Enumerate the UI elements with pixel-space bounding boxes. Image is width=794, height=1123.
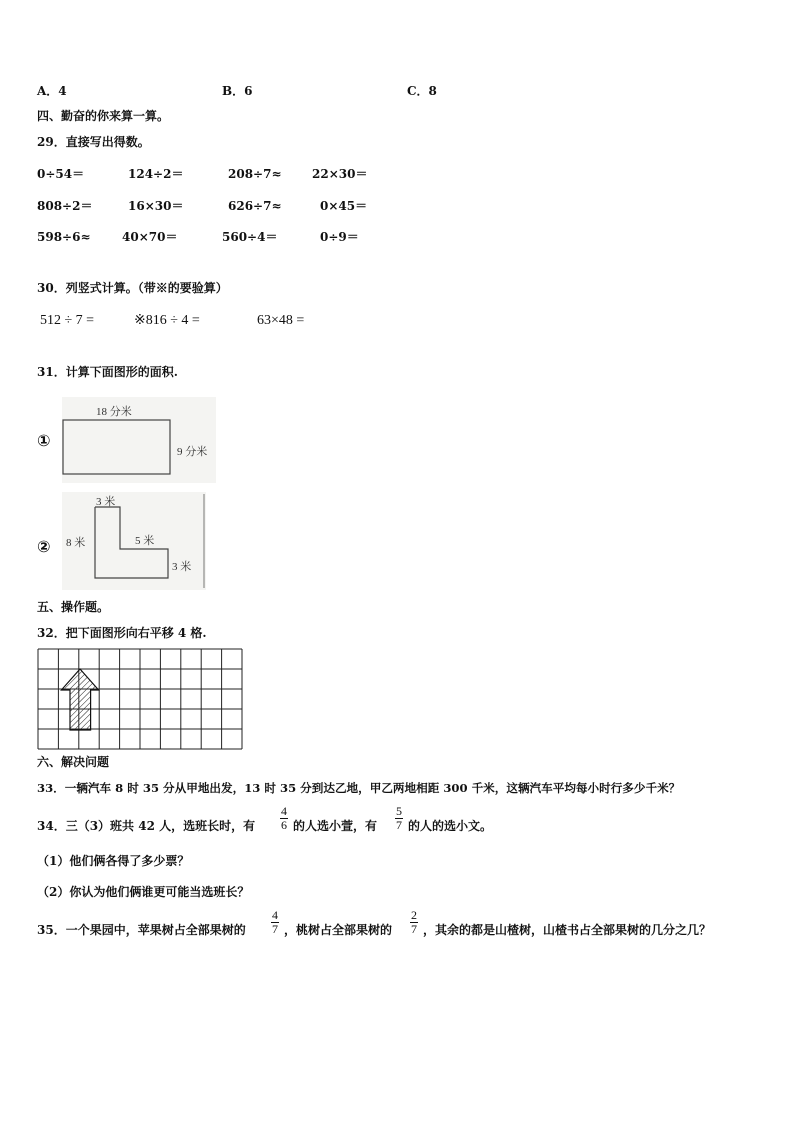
q29-item: 22×30＝ <box>312 167 368 181</box>
fraction-numerator: 2 <box>411 908 417 922</box>
section-5-title: 五、操作题。 <box>37 600 110 614</box>
q34-sub-2: （2）你认为他们俩谁更可能当选班长？ <box>37 885 250 899</box>
fraction-denominator: 7 <box>396 818 402 832</box>
fraction-denominator: 7 <box>272 922 278 936</box>
q29-item: 208÷7≈ <box>228 167 282 181</box>
q35-part2: ，桃树占全部果树的 <box>284 923 393 937</box>
figure-1-side-label: 9 分米 <box>177 446 208 458</box>
q29-item: 626÷7≈ <box>228 199 282 213</box>
q34-sub-1: （1）他们俩各得了多少票？ <box>37 854 190 868</box>
figure-1-marker: ① <box>37 431 51 450</box>
q34-part3: 的人的选小文。 <box>408 819 493 833</box>
figure-2-l-shape <box>62 492 206 590</box>
q29-title: 29．直接写出得数。 <box>37 135 150 149</box>
section-4-title: 四、勤奋的你来算一算。 <box>37 109 170 123</box>
q29-item: 808÷2＝ <box>37 199 93 213</box>
figure-1-top-label: 18 分米 <box>96 406 132 418</box>
q34-fraction-1 <box>279 805 289 832</box>
q34-part2: 的人选小萱，有 <box>293 819 378 833</box>
arrow-shape <box>61 669 98 730</box>
q35-part1: 35．一个果园中，苹果树占全部果树的 <box>37 923 246 937</box>
option-b: B．6 <box>222 84 253 98</box>
fraction-numerator: 5 <box>396 804 402 818</box>
q34-part1: 34．三（3）班共 42 人，选班长时，有 <box>37 819 256 833</box>
q29-item: 0÷9＝ <box>320 230 359 244</box>
q34-fraction-2 <box>394 805 404 832</box>
q31-title: 31．计算下面图形的面积. <box>37 365 178 379</box>
q30-title: 30．列竖式计算。（带※的要验算） <box>37 281 228 295</box>
q35-fraction-2 <box>409 909 419 936</box>
q33-text: 33．一辆汽车 8 时 35 分从甲地出发，13 时 35 分到达乙地，甲乙两地相距 300 千米，这辆汽车平均每小时行多少千米？ <box>37 781 681 795</box>
q29-item: 40×70＝ <box>122 230 178 244</box>
translation-grid <box>37 648 243 752</box>
fraction-numerator: 4 <box>272 908 278 922</box>
q35-fraction-1 <box>270 909 280 936</box>
q29-item: 16×30＝ <box>128 199 184 213</box>
rectangle-outline <box>62 397 216 483</box>
q35-part3: ，其余的都是山楂树，山楂书占全部果树的几分之几？ <box>423 923 712 937</box>
fraction-numerator: 4 <box>281 804 287 818</box>
q29-item: 0×45＝ <box>320 199 368 213</box>
figure-2-marker: ② <box>37 537 51 556</box>
fraction-denominator: 6 <box>281 818 287 832</box>
q32-title: 32．把下面图形向右平移 4 格. <box>37 626 207 640</box>
figure-2-right-label: 3 米 <box>172 561 192 573</box>
figure-2-left-label: 8 米 <box>66 537 86 549</box>
q29-item: 0÷54＝ <box>37 167 85 181</box>
q30-item: ※816 ÷ 4 = <box>134 313 200 328</box>
figure-1-rectangle <box>62 397 216 483</box>
section-6-title: 六、解决问题 <box>37 755 110 769</box>
figure-2-middle-label: 5 米 <box>135 535 155 547</box>
q30-item: 512 ÷ 7 = <box>40 313 95 328</box>
q30-item: 63×48 = <box>257 313 305 328</box>
q29-item: 560÷4＝ <box>222 230 278 244</box>
q29-item: 598÷6≈ <box>37 230 91 244</box>
option-a: A．4 <box>37 84 67 98</box>
fraction-denominator: 7 <box>411 922 417 936</box>
figure-2-top-label: 3 米 <box>96 496 116 508</box>
q29-item: 124÷2＝ <box>128 167 184 181</box>
option-c: C．8 <box>407 84 437 98</box>
